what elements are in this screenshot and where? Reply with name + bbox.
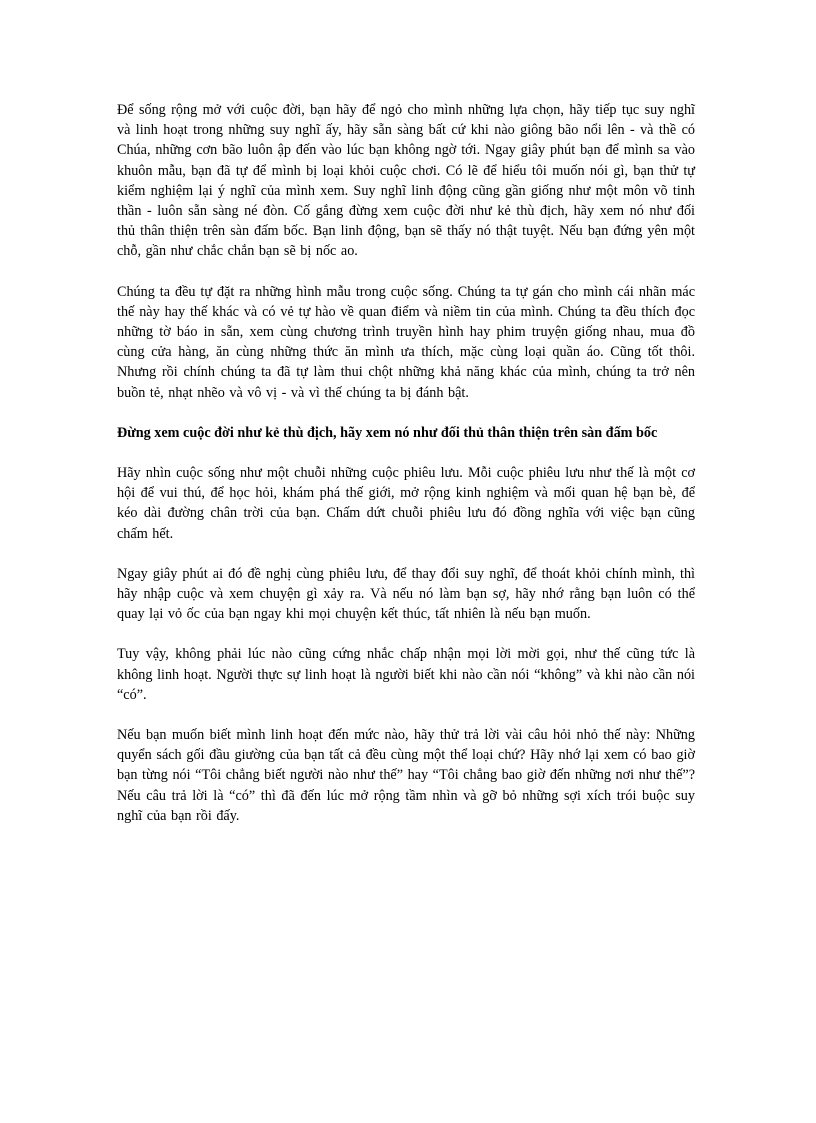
document-page — [117, 100, 695, 846]
paragraph-life-adventures: Hãy nhìn cuộc sống như một chuỗi những cuộc phiêu lưu. Mỗi cuộc phiêu lưu như thế là một cơ hội để vui thú, để học hỏi, khám phá thế giới, mở rộng kinh nghiệm và mối quan hệ bạn bè, để kéo dài đường chân trời của bạn. Chấm dứt chuỗi phiêu lưu đó đồng nghĩa với việc bạn cũng chấm hết. — [117, 465, 695, 542]
paragraph-self-made-patterns: Chúng ta đều tự đặt ra những hình mẫu trong cuộc sống. Chúng ta tự gán cho mình cái nhãn mác thế này hay thế khác và có vẻ tự hào về quan điểm và niềm tin của mình. Chúng ta đều thích đọc những tờ báo in sẵn, xem cùng chương trình truyền hình hay phim truyện giống nhau, mua đồ cùng cửa hàng, ăn cùng những thức ăn mình ưa thích, mặc cùng loại quần áo. Cũng tốt thôi. Nhưng rồi chính chúng ta đã tự làm thui chột những khả năng khác của mình, chúng ta trở nên buồn tẻ, nhạt nhẽo và vô vị - và vì thế chúng ta bị đánh bật. — [117, 283, 695, 401]
paragraph-say-yes-or-no: Tuy vậy, không phải lúc nào cũng cứng nhắc chấp nhận mọi lời mời gọi, như thế cũng tức là không linh hoạt. Người thực sự linh hoạt là người biết khi nào cần nói “không” và khi nào cần nói “có”. — [117, 646, 695, 703]
paragraph-self-test-questions: Nếu bạn muốn biết mình linh hoạt đến mức nào, hãy thử trả lời vài câu hỏi nhỏ thế này: Những quyển sách gối đầu giường của bạn tất cả đều cùng một thể loại chứ? Hãy nhớ lại xem có bao giờ bạn từng nói “Tôi chẳng biết người nào như thế” hay “Tôi chẳng bao giờ đến những nơi như thế”? Nếu câu trả lời là “có” thì đã đến lúc mở rộng tầm nhìn và gỡ bỏ những sợi xích trói buộc suy nghĩ của bạn rồi đấy. — [117, 727, 695, 824]
section-heading: Đừng xem cuộc đời như kẻ thù địch, hãy xem nó như đối thủ thân thiện trên sàn đấm bốc — [117, 424, 658, 441]
paragraph-join-adventure: Ngay giây phút ai đó đề nghị cùng phiêu lưu, để thay đổi suy nghĩ, để thoát khỏi chính mình, thì hãy nhập cuộc và xem chuyện gì xảy ra. Và nếu nó làm bạn sợ, hãy nhớ rằng bạn luôn có thể quay lại vỏ ốc của bạn ngay khi mọi chuyện kết thúc, tất nhiên là nếu bạn muốn. — [117, 565, 695, 623]
paragraph-flexible-thinking: Để sống rộng mở với cuộc đời, bạn hãy để ngỏ cho mình những lựa chọn, hãy tiếp tục suy nghĩ và linh hoạt trong những suy nghĩ ấy, hãy sẵn sàng bất cứ khi nào giông bão nổi lên - và thề có Chúa, những cơn bão luôn ập đến vào lúc bạn không ngờ tới. Ngay giây phút bạn để mình sa vào khuôn mẫu, bạn đã tự để mình bị loại khỏi cuộc chơi. Có lẽ để hiểu tôi muốn nói gì, bạn thử tự kiểm nghiệm lại ý nghĩ của mình xem. Suy nghĩ linh động cũng gần giống như một môn võ tinh thần - luôn sẵn sàng né đòn. Cố gắng đừng xem cuộc đời như kẻ thù địch, hãy xem nó như đối thủ thân thiện trên sàn đấm bốc. Bạn linh động, bạn sẽ thấy nó thật tuyệt. Nếu bạn đứng yên một chỗ, gần như chắc chắn bạn sẽ bị nốc ao. — [117, 102, 695, 260]
